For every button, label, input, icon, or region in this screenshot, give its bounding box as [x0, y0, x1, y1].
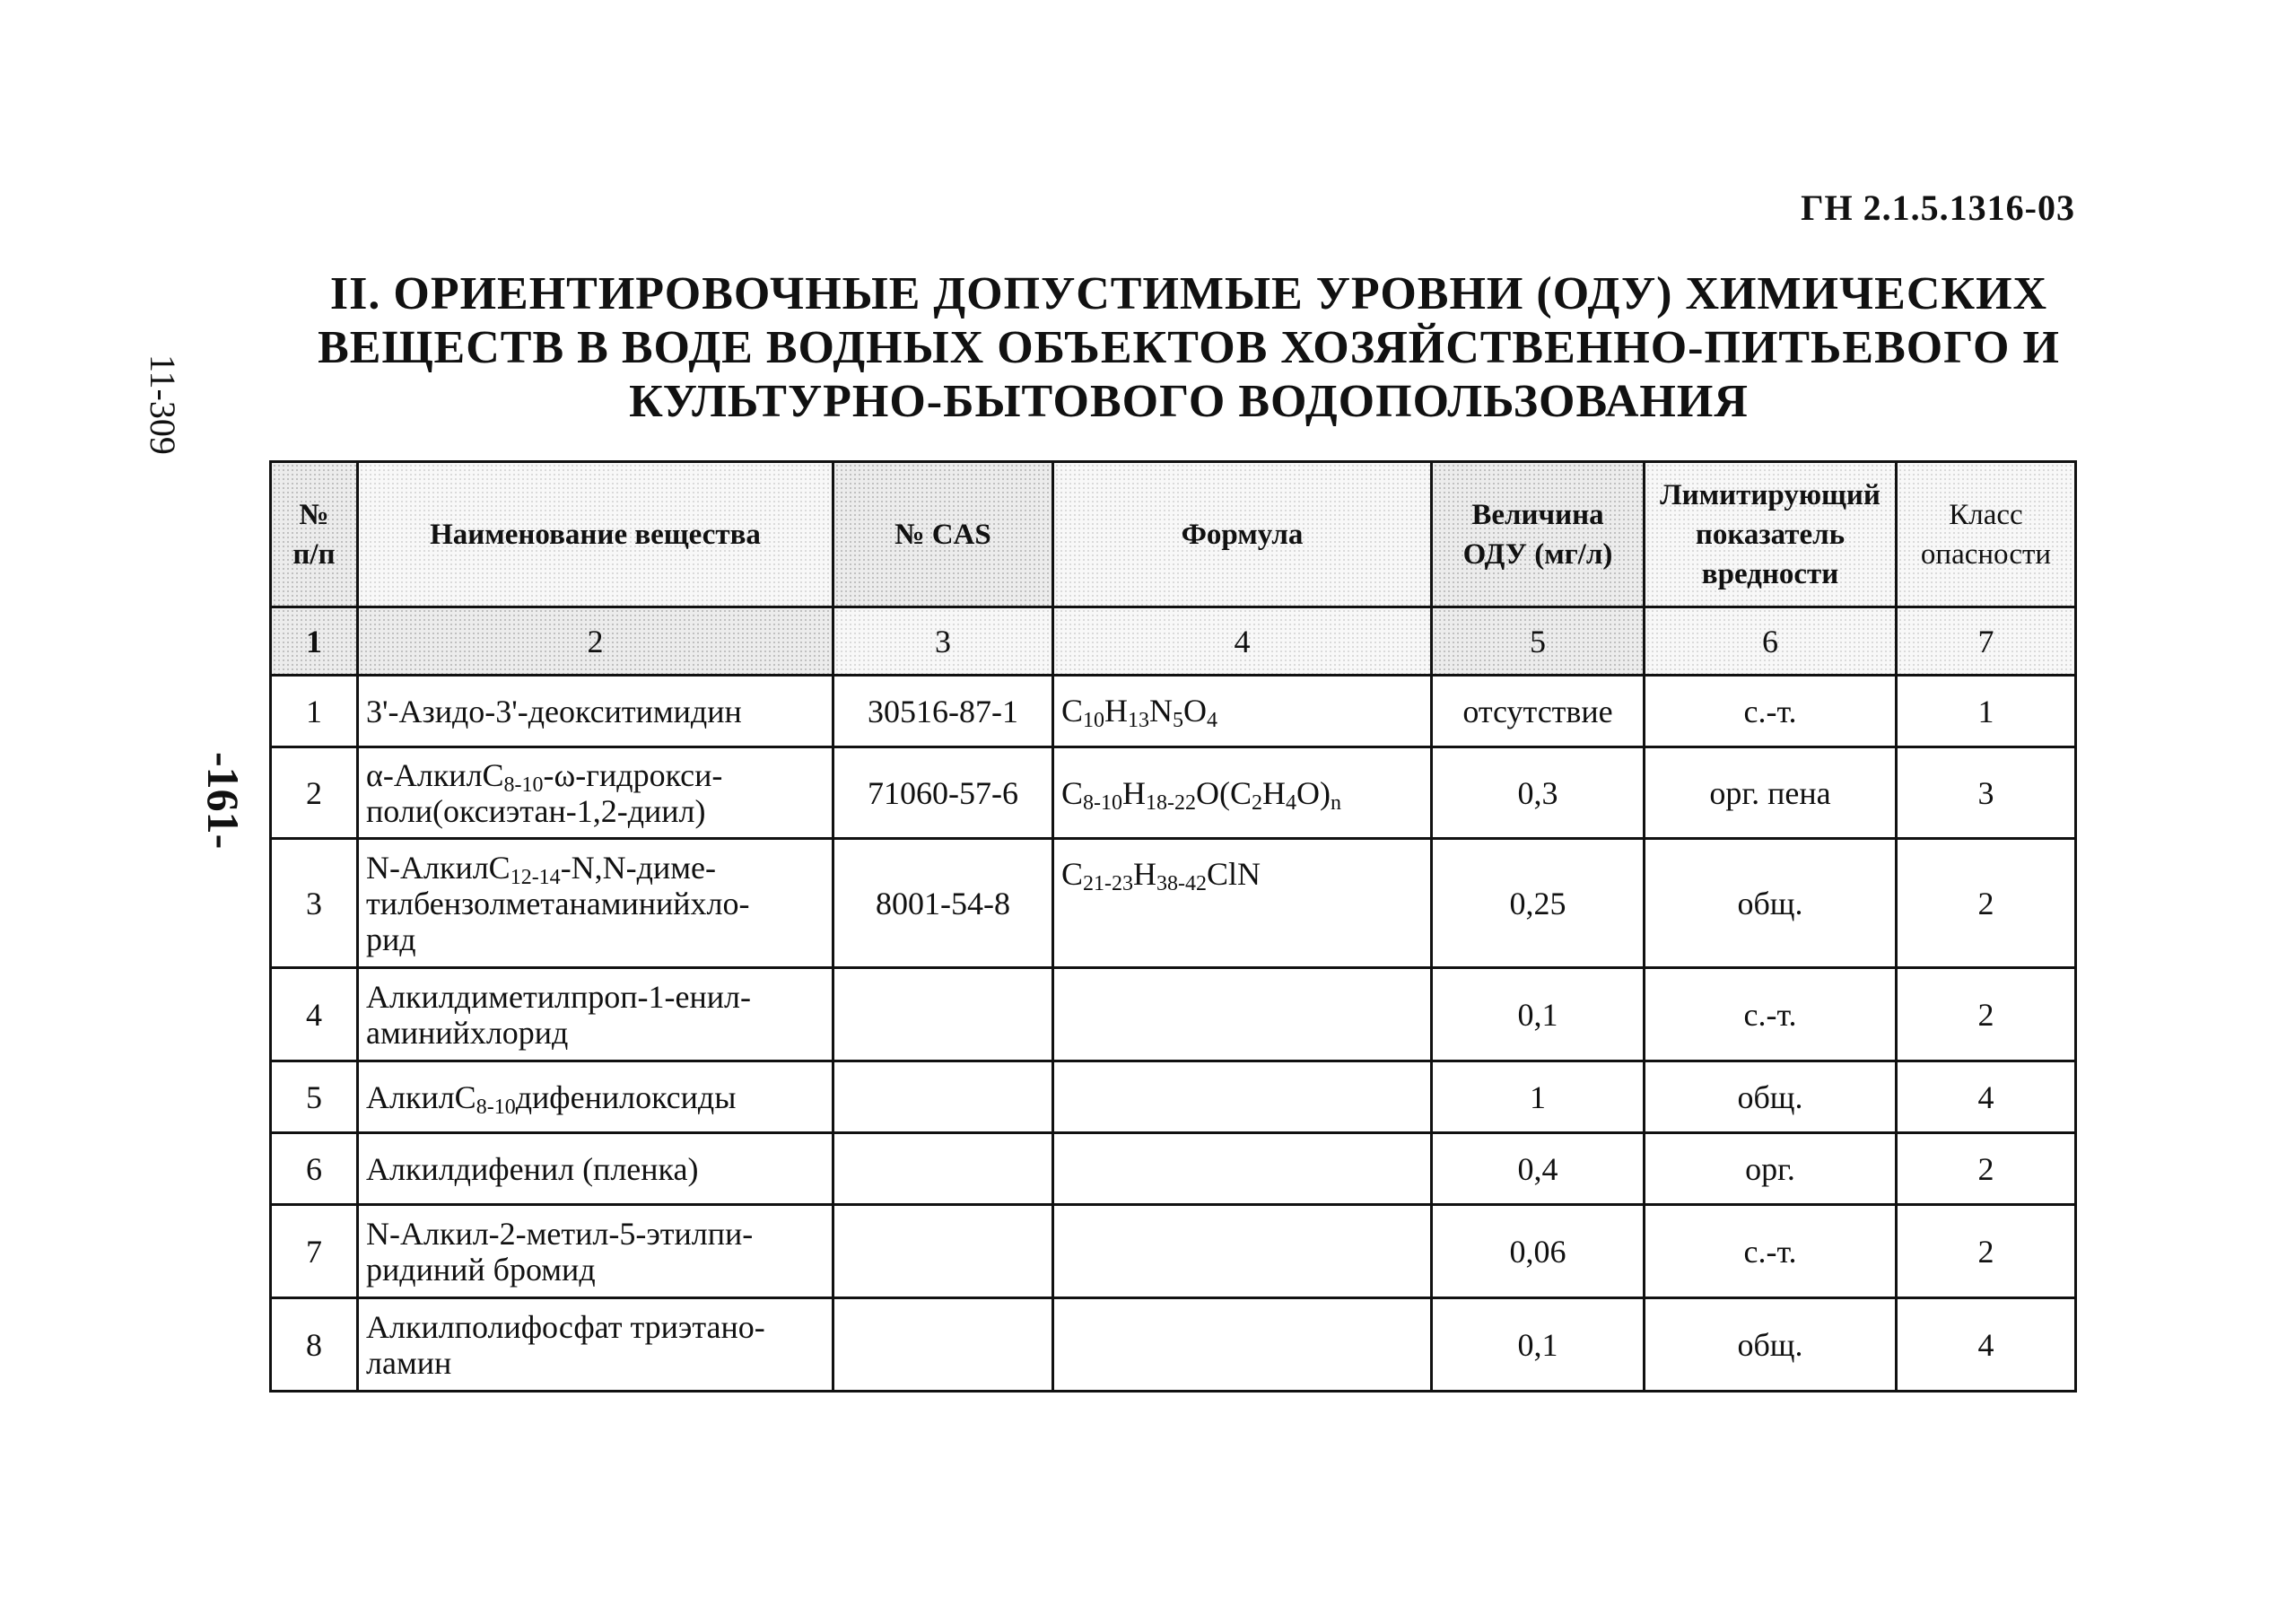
limiting-indicator: орг.: [1645, 1133, 1897, 1205]
header-odu: [1432, 462, 1645, 607]
column-number: 7: [1897, 607, 2076, 676]
title-line: II. ОРИЕНТИРОВОЧНЫЕ ДОПУСТИМЫЕ УРОВНИ (ОДУ) ХИМИЧЕСКИХ: [329, 268, 2048, 319]
limiting-indicator: общ.: [1645, 839, 1897, 968]
row-number: 6: [271, 1133, 358, 1205]
name-line: [366, 756, 826, 797]
substance-name: [358, 676, 833, 747]
formula: [1053, 1298, 1432, 1392]
subscript: 38-42: [1156, 872, 1208, 895]
header-num-line: п/п: [292, 537, 336, 571]
table-row: [271, 1061, 2076, 1133]
header-odu-line: ОДУ (мг/л): [1462, 537, 1613, 571]
text-run: O: [1183, 693, 1208, 729]
subscript: n: [1331, 790, 1342, 815]
text-run: H: [1122, 774, 1147, 811]
row-number: 1: [271, 676, 358, 747]
header-limit-line: Лимитирующий: [1660, 478, 1881, 511]
substance-name: [358, 1061, 833, 1133]
text-run: O): [1296, 774, 1331, 811]
header-formula: [1053, 462, 1432, 607]
header-odu-line: Величина: [1471, 498, 1604, 531]
header-limit: [1645, 462, 1897, 607]
name-line: рид: [366, 921, 416, 957]
title-line: ВЕЩЕСТВ В ВОДЕ ВОДНЫХ ОБЪЕКТОВ ХОЗЯЙСТВЕННО-ПИТЬЕВОГО И: [318, 322, 2060, 373]
side-page-number: -161-: [198, 752, 249, 850]
cas-number: [833, 1298, 1053, 1392]
name-line: N-Алкил-2-метил-5-этилпи-: [366, 1215, 754, 1252]
name-line: ридиний бромид: [366, 1251, 596, 1288]
text-run: H: [1104, 693, 1129, 729]
document-code: ГН 2.1.5.1316-03: [1801, 188, 2075, 228]
cas-number: [833, 1133, 1053, 1205]
column-number: 2: [358, 607, 833, 676]
text-run: C: [1061, 856, 1084, 892]
side-margin-code: 11-309: [143, 354, 183, 455]
odu-value: 1: [1432, 1061, 1645, 1133]
table-row: [271, 1205, 2076, 1298]
limiting-indicator: с.-т.: [1645, 1205, 1897, 1298]
column-number-row: [271, 607, 2076, 676]
hazard-class: 4: [1897, 1298, 2076, 1392]
subscript: 4: [1207, 709, 1218, 732]
column-number: 4: [1053, 607, 1432, 676]
hazard-class: 1: [1897, 676, 2076, 747]
formula: [1053, 747, 1432, 839]
hazard-class: 3: [1897, 747, 2076, 839]
text-run: -N,N-диме-: [560, 849, 716, 886]
text-run: -ω-гидрокси-: [543, 756, 723, 793]
row-number: 2: [271, 747, 358, 839]
formula: [1053, 1133, 1432, 1205]
subscript: 21-23: [1083, 872, 1134, 895]
name-line: ламин: [366, 1344, 452, 1381]
header-hazard-line: опасности: [1920, 537, 2052, 571]
title-line: КУЛЬТУРНО-БЫТОВОГО ВОДОПОЛЬЗОВАНИЯ: [629, 376, 1749, 427]
odu-value: 0,06: [1432, 1205, 1645, 1298]
formula: [1053, 676, 1432, 747]
formula: [1053, 839, 1432, 968]
section-title: [269, 267, 2108, 429]
name-line: поли(оксиэтан-1,2-диил): [366, 792, 706, 829]
odu-value: 0,3: [1432, 747, 1645, 839]
cas-number: 71060-57-6: [833, 747, 1053, 839]
substance-name: [358, 1298, 833, 1392]
subscript: 4: [1286, 790, 1297, 815]
cas-number: 8001-54-8: [833, 839, 1053, 968]
text-run: C: [1061, 774, 1084, 811]
cas-number: [833, 968, 1053, 1061]
limiting-indicator: с.-т.: [1645, 968, 1897, 1061]
text-run: АлкилC: [366, 1078, 476, 1115]
hazard-class: 2: [1897, 1133, 2076, 1205]
odu-value: 0,25: [1432, 839, 1645, 968]
name-line: Алкилдиметилпроп-1-енил-: [366, 978, 751, 1015]
header-limit-line: вредности: [1701, 557, 1839, 590]
substance-name: [358, 1205, 833, 1298]
name-line: [366, 1078, 826, 1119]
row-number: 4: [271, 968, 358, 1061]
column-number: 3: [833, 607, 1053, 676]
formula: [1053, 968, 1432, 1061]
header-name: [358, 462, 833, 607]
limiting-indicator: общ.: [1645, 1061, 1897, 1133]
header-row: [271, 462, 2076, 607]
row-number: 3: [271, 839, 358, 968]
header-name-text: Наименование вещества: [430, 518, 761, 551]
limiting-indicator: общ.: [1645, 1298, 1897, 1392]
odu-value: отсутствие: [1432, 676, 1645, 747]
table-row: [271, 676, 2076, 747]
cas-number: 30516-87-1: [833, 676, 1053, 747]
substance-name: [358, 968, 833, 1061]
subscript: 13: [1128, 709, 1150, 732]
hazard-class: 2: [1897, 1205, 2076, 1298]
row-number: 8: [271, 1298, 358, 1392]
text-run: N-АлкилC: [366, 849, 510, 886]
name-line: Алкилдифенил (пленка): [366, 1150, 699, 1187]
formula: [1053, 1061, 1432, 1133]
substances-table: [269, 460, 2077, 1393]
hazard-class: 2: [1897, 839, 2076, 968]
text-run: C: [1061, 693, 1084, 729]
substance-name: [358, 839, 833, 968]
header-num: [271, 462, 358, 607]
formula: [1053, 1205, 1432, 1298]
row-number: 7: [271, 1205, 358, 1298]
row-number: 5: [271, 1061, 358, 1133]
column-number: 6: [1645, 607, 1897, 676]
odu-value: 0,1: [1432, 1298, 1645, 1392]
subscript: 5: [1173, 709, 1184, 732]
hazard-class: 4: [1897, 1061, 2076, 1133]
name-line: Алкилполифосфат триэтано-: [366, 1308, 765, 1345]
name-line: 3'-Азидо-3'-деокситимидин: [366, 693, 742, 729]
header-hazard-line: Класс: [1949, 498, 2023, 531]
substance-name: [358, 1133, 833, 1205]
subscript: 8-10: [476, 1095, 516, 1119]
subscript: 18-22: [1146, 790, 1197, 815]
cas-number: [833, 1205, 1053, 1298]
header-formula-text: Формула: [1181, 518, 1304, 551]
limiting-indicator: орг. пена: [1645, 747, 1897, 839]
column-number: 1: [271, 607, 358, 676]
odu-value: 0,4: [1432, 1133, 1645, 1205]
name-line: тилбензолметанаминийхло-: [366, 885, 750, 921]
table-row: [271, 968, 2076, 1061]
substance-name: [358, 747, 833, 839]
text-run: H: [1133, 856, 1157, 892]
header-limit-line: показатель: [1695, 518, 1846, 551]
subscript: 8-10: [1083, 790, 1123, 815]
limiting-indicator: с.-т.: [1645, 676, 1897, 747]
header-hazard: [1897, 462, 2076, 607]
name-line: [366, 849, 826, 889]
name-line: аминийхлорид: [366, 1014, 569, 1051]
hazard-class: 2: [1897, 968, 2076, 1061]
subscript: 12-14: [510, 865, 561, 889]
table-row: [271, 1133, 2076, 1205]
table-row: [271, 1298, 2076, 1392]
text-run: H: [1262, 774, 1287, 811]
subscript: 2: [1252, 790, 1263, 815]
table-row: [271, 839, 2076, 968]
table-body: [271, 676, 2076, 1392]
text-run: N: [1149, 693, 1174, 729]
text-run: α-АлкилC: [366, 756, 504, 793]
subscript: 10: [1083, 709, 1105, 732]
text-run: O(C: [1196, 774, 1252, 811]
text-run: дифенилоксиды: [515, 1078, 737, 1115]
header-num-line: №: [299, 498, 329, 531]
text-run: ClN: [1207, 856, 1261, 892]
column-number: 5: [1432, 607, 1645, 676]
subscript: 8-10: [503, 773, 544, 797]
cas-number: [833, 1061, 1053, 1133]
table-row: [271, 747, 2076, 839]
odu-value: 0,1: [1432, 968, 1645, 1061]
header-cas: № CAS: [833, 462, 1053, 607]
